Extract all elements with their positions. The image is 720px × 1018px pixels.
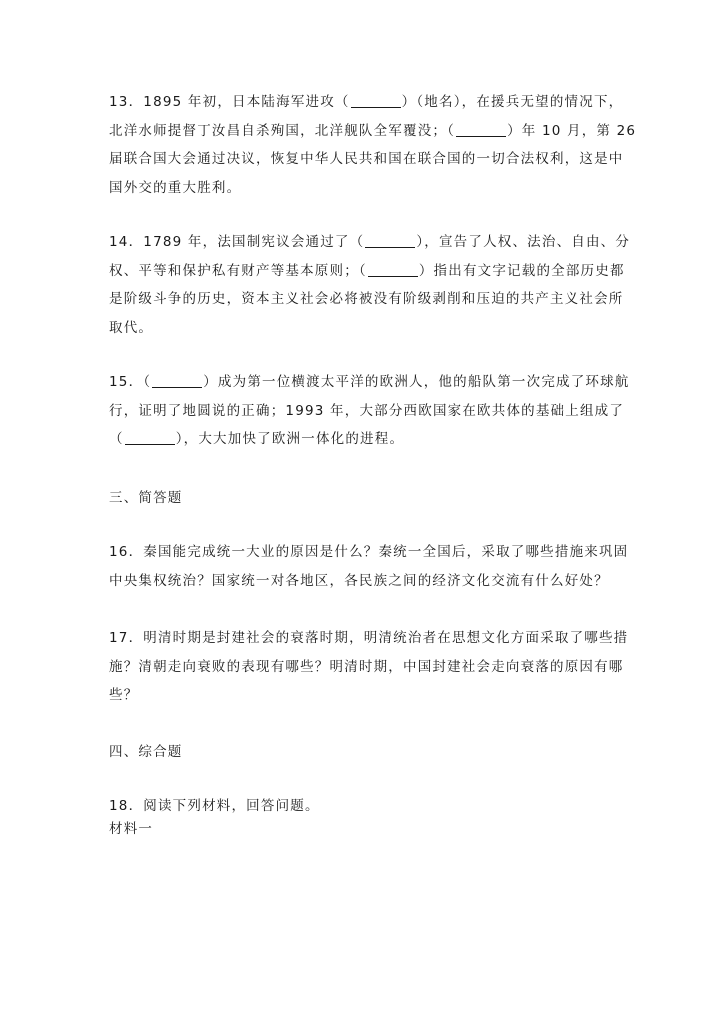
question-15 [109,368,630,454]
question-13-line-4: 国外交的重大胜利。 [109,179,242,196]
question-18 [109,792,614,843]
question-17 [109,624,629,710]
answer-blank-14b[interactable] [368,261,418,277]
question-14-line-4: 取代。 [109,319,154,336]
question-18-material-label: 材料一 [109,820,154,837]
answer-blank-14a[interactable] [365,232,415,248]
question-14 [109,228,631,342]
question-14-line-2: 权、平等和保护私有财产等基本原则；（ ）指出有文字记载的全部历史都 [109,262,625,279]
question-14-line-1: 14．1789 年，法国制宪议会通过了（ ），宣告了人权、法治、自由、分 [109,234,631,250]
question-16-line-1: 16．秦国能完成统一大业的原因是什么？秦统一全国后，采取了哪些措施来巩固 [109,544,629,560]
question-18-line-1: 18．阅读下列材料，回答问题。 [109,798,320,814]
question-13-line-3: 届联合国大会通过决议，恢复中华人民共和国在联合国的一切合法权利，这是中 [109,151,624,167]
question-16-line-2: 中央集权统治？国家统一对各地区，各民族之间的经济文化交流有什么好处？ [109,572,609,589]
question-17-line-2: 施？清朝走向衰败的表现有哪些？明清时期，中国封建社会走向衰落的原因有哪 [109,658,624,675]
question-15-line-1: 15．（ ）成为第一位横渡太平洋的欧洲人，他的船队第一次完成了环球航 [109,374,630,390]
section-heading-short-answer: 三、简答题 [109,490,183,506]
question-15-line-3: （ ），大大加快了欧洲一体化的进程。 [109,431,405,447]
question-14-line-3: 是阶级斗争的历史，资本主义社会必将被没有阶级剥削和压迫的共产主义社会所 [109,291,624,307]
question-17-line-1: 17．明清时期是封建社会的衰落时期，明清统治者在思想文化方面采取了哪些措 [109,630,629,646]
question-13 [109,88,637,202]
question-15-line-2: 行，证明了地圆说的正确；1993 年，大部分西欧国家在欧共体的基础上组成了 [109,402,625,419]
section-heading-comprehensive: 四、综合题 [109,744,183,760]
answer-blank-15a[interactable] [152,372,202,388]
question-13-line-1: 13．1895 年初，日本陆海军进攻（ ）（地名），在援兵无望的情况下， [109,94,624,110]
answer-blank-15b[interactable] [125,429,175,445]
question-17-line-3: 些？ [109,687,139,703]
question-16 [109,538,629,595]
answer-blank-13a[interactable] [351,92,401,108]
answer-blank-13b[interactable] [456,121,506,137]
question-13-line-2: 北洋水师提督丁汝昌自杀殉国，北洋舰队全军覆没；（ ）年 10 月，第 26 [109,122,637,139]
